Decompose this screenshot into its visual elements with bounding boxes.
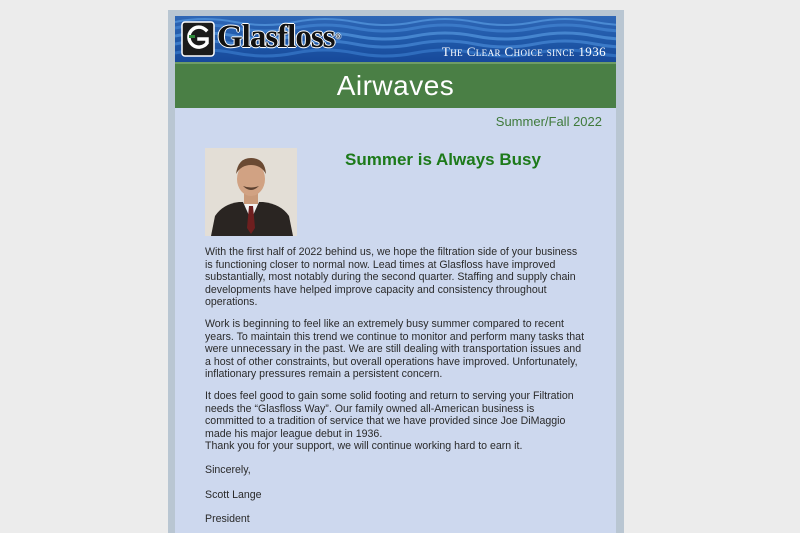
issue-date: Summer/Fall 2022 [495, 114, 602, 129]
newsletter-sheet [175, 16, 616, 533]
article-paragraph: With the first half of 2022 behind us, we hope the filtration side of your business is functioning closer to normal now. Lead times at Glasfloss have improved substantially, most notably during the second quarter. Staffing and supply chain developments have helped improve capacity and consistency throughout operations. [205, 246, 578, 309]
brand-tagline: The Clear Choice since 1936 [441, 44, 606, 59]
president-photo [205, 148, 297, 236]
glasfloss-logo-icon [181, 21, 215, 57]
signer-name: Scott Lange [205, 489, 262, 501]
brand-logo-text: Glasfloss® [217, 19, 340, 55]
article-paragraph: It does feel good to gain some solid footing and return to serving your Filtration needs the “Glasfloss Way”. Our family owned all-American business is committed to a tradition of service that we have provided since Joe DiMaggio made his major league debut in 1936. [205, 389, 574, 440]
article-headline: Summer is Always Busy [345, 150, 541, 169]
header-banner [175, 16, 616, 62]
closing-text: Sincerely, [205, 464, 251, 476]
newsletter-title-bar [175, 62, 616, 108]
article-paragraph: Work is beginning to feel like an extremely busy summer compared to recent years. To maintain this trend we continue to monitor and perform many tasks that were unnecessary in the past. We are still dealing with transportation issues and a host of other constraints, but overall operations have improved. Unfortunately, inflationary pressures remain a persistent concern. [205, 317, 585, 381]
article-body [205, 246, 585, 462]
article-paragraph: Thank you for your support, we will continue working hard to earn it. [205, 440, 523, 453]
signer-title: President [205, 513, 250, 525]
newsletter-title: Airwaves [336, 70, 455, 101]
portrait-image-icon [205, 148, 297, 236]
